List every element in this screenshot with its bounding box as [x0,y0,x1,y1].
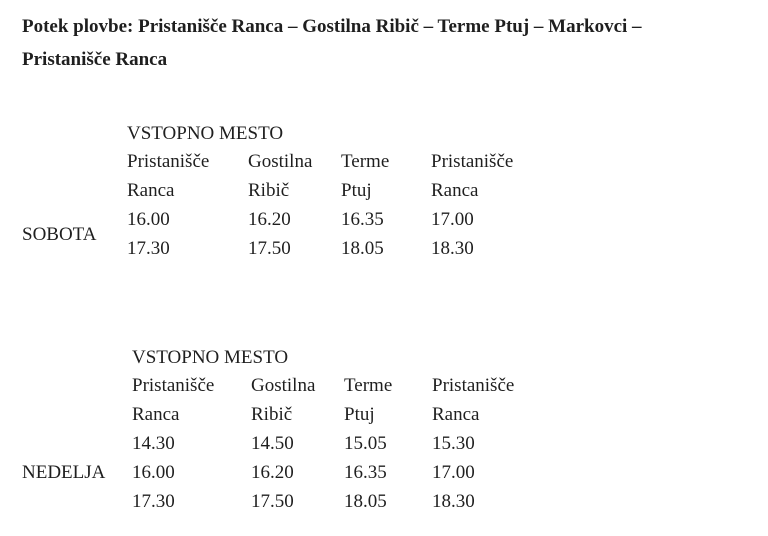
time-cell: 18.05 [344,491,387,512]
time-cell: 18.30 [432,491,475,512]
time-row [22,429,542,458]
stop-header: Gostilna Ribič [248,151,313,201]
time-cell: 16.35 [341,209,384,230]
sunday-timetable [22,343,542,516]
time-cell: 17.00 [431,209,474,230]
time-cell: 17.30 [127,238,170,259]
saturday-schedule [22,119,541,263]
time-cell: 17.50 [248,238,291,259]
boarding-label: VSTOPNO MESTO [127,123,284,144]
time-row [22,205,541,234]
route-heading [22,10,752,76]
stop-header: Pristanišče Ranca [132,375,215,425]
time-cell: 17.30 [132,491,175,512]
stops-row [22,372,542,429]
route-heading-line-2: Pristanišče Ranca [22,49,168,70]
boarding-label: VSTOPNO MESTO [132,347,289,368]
stop-header: Terme Ptuj [344,375,393,425]
saturday-timetable [22,119,541,263]
time-cell: 16.35 [344,462,387,483]
day-label: NEDELJA [22,462,106,483]
time-cell: 17.00 [432,462,475,483]
stop-header: Pristanišče Ranca [431,151,514,201]
stop-header: Terme Ptuj [341,151,390,201]
time-cell: 18.05 [341,238,384,259]
stop-header: Gostilna Ribič [251,375,316,425]
time-cell: 16.20 [251,462,294,483]
time-cell: 14.50 [251,433,294,454]
time-cell: 18.30 [431,238,474,259]
route-heading-line-1: Potek plovbe: Pristanišče Ranca – Gostilna Ribič – Terme Ptuj – Markovci – [22,16,642,37]
table-row [22,343,542,372]
time-cell: 15.30 [432,433,475,454]
time-cell: 16.00 [127,209,170,230]
sunday-schedule [22,343,542,516]
time-cell: 17.50 [251,491,294,512]
stop-header: Pristanišče Ranca [127,151,210,201]
stop-header: Pristanišče Ranca [432,375,515,425]
time-cell: 16.00 [132,462,175,483]
table-row [22,119,541,148]
day-label: SOBOTA [22,223,97,245]
time-cell: 15.05 [344,433,387,454]
stops-row [22,148,541,205]
time-cell: 16.20 [248,209,291,230]
time-cell: 14.30 [132,433,175,454]
